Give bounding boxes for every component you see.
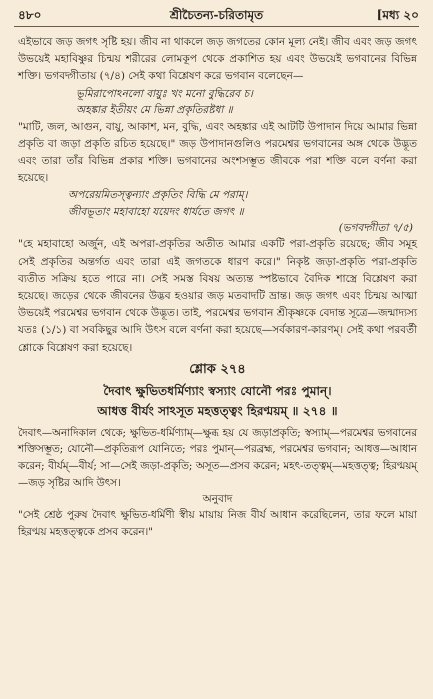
section-label: [মধ্য ২০ — [376, 8, 419, 22]
gita-citation: (ভগবদ্গীতা ৭/৫) — [338, 222, 413, 235]
sloka-text — [56, 381, 379, 421]
page-body — [18, 34, 417, 540]
paragraph-verse-translation: "মাটি, জল, আগুন, বায়ু, আকাশ, মন, বুদ্ধি, এবং অহঙ্কার এই আটটি উপাদান দিয়ে আমার ভিন্না প্রকৃতি বা জড়া প্রকৃতি রচিত হয়েছে।" জড় উপাদানগুলিও পরমেশ্বর ভগবানের অঙ্গ থেকে উদ্ভূত এবং তারা তাঁর বিভিন্ন প্রকার শক্তি। ভগবানের অংশসম্ভূত জীবকে পরা শক্তি বলে বর্ণনা করা হয়েছে। — [18, 120, 417, 185]
gita-verse-7-5-line2: জীবভূতাং মহাবাহো যয়েদং ধার্যতে জগৎ ॥ — [68, 205, 244, 218]
gita-verse-7-4-line2: অহঙ্কার ইতীয়ং মে ভিন্না প্রকৃতিরষ্টধা ॥ — [76, 104, 233, 117]
sloka-title: শ্লোক ২৭৪ — [189, 361, 246, 377]
paragraph-purport: "হে মহাবাহো অর্জুন, এই অপরা-প্রকৃতির অতীত আমার একটি পরা-প্রকৃতি রয়েছে; জীব সমূহ সেই প্রকৃতির অন্তর্গত এবং তারা এই জগতকে ধারণ করে।" নিকৃষ্ট জড়া-প্রকৃতি পরা-প্রকৃতি ব্যতীত সক্রিয় হতে পারে না। সেই সমস্ত বিষয় অত্যন্ত স্পষ্টভাবে বৈদিক শাস্ত্রে বিশ্লেষণ করা হয়েছে। জড়ের থেকে জীবনের উদ্ভব হওয়ার জড় মতবাদটি ভ্রান্ত। জড় জগৎ এবং চিন্ময় আত্মা উভয়েই পরমেশ্বর ভগবান থেকে উদ্ভূত। তাই, পরমেশ্বর ভগবান শ্রীকৃষ্ণকে বেদান্ত সূত্রে—জন্মাদ্যস্য যতঃ (১/১) বা সবকিছুর আদি উৎস বলে বর্ণনা করা হয়েছে—সর্বকারণ-কারণম্। সেই কথা পরবর্তী শ্লোকে বিশ্লেষণ করা হয়েছে। — [18, 238, 417, 354]
sloka-line-1: দৈবাৎ ক্ষুভিতধর্মিণ্যাং স্বস্যাং যোনৌ পরঃ পুমান্। — [103, 383, 332, 398]
translation-heading: অনুবাদ — [202, 493, 233, 506]
page-number: ৪৮০ — [18, 8, 42, 22]
sloka-line-2: আধত্ত বীর্যং সাঽসূত মহত্তত্ত্বং হিরণ্ময়ম্ ॥ ২৭৪ ॥ — [97, 403, 338, 418]
translation-text: "সেই শ্রেষ্ঠ পুরুষ দৈবাৎ ক্ষুভিত-ধর্মিণী স্বীয় মায়ায় নিজ বীর্য আধান করেছিলেন, তার ফলে মায়া হিরণ্ময় মহত্তত্ত্বকে প্রসব করেন।" — [18, 509, 417, 538]
book-title: শ্রীচৈতন্য-চরিতামৃত — [169, 8, 264, 22]
paragraph-intro: এইভাবে জড় জগৎ সৃষ্টি হয়। জীব না থাকলে জড় জগতের কোন মূল্য নেই। জীব এবং জড় জগৎ উভয়েই মহাবিষ্ণুর চিন্ময় শরীরের লোমকূপ থেকে প্রকাশিত হয় এবং উভয়েই ভগবানের বিভিন্ন শক্তি। ভগবদ্গীতায় (৭/৪) সেই কথা বিশ্লেষণ করে ভগবান বলেছেন— — [18, 36, 417, 83]
header-rule — [14, 26, 419, 27]
gita-verse-7-5-line1: অপরেয়মিতস্ত্বন্যাং প্রকৃতিং বিদ্ধি মে পরাম্। — [68, 189, 248, 202]
running-header — [14, 6, 419, 24]
gita-verse-7-4-line1: ভূমিরাপোঽনলো বায়ুঃ খং মনো বুদ্ধিরেব চ। — [76, 87, 253, 100]
synonyms-paragraph: দৈবাৎ—অনাদিকাল থেকে; ক্ষুভিত-ধর্মিণ্যাম্—ক্ষুব্ধ হয় যে জড়াপ্রকৃতি; স্বস্যাম্—পরমেশ্বর ভগবানের শক্তিসম্ভূত; যোনৌ—প্রকৃতিরূপ যোনিতে; পরঃ পুমান্—পরব্রহ্ম, পরমেশ্বর ভগবান; আধত্ত—আধান করেন; বীর্যম্—বীর্য; সা—সেই জড়া-প্রকৃতি; অসূত—প্রসব করেন; মহৎ-তত্ত্বম্—মহত্তত্ত্ব; হিরণ্ময়ম্—জড় সৃষ্টির আদি উৎস। — [18, 426, 417, 489]
